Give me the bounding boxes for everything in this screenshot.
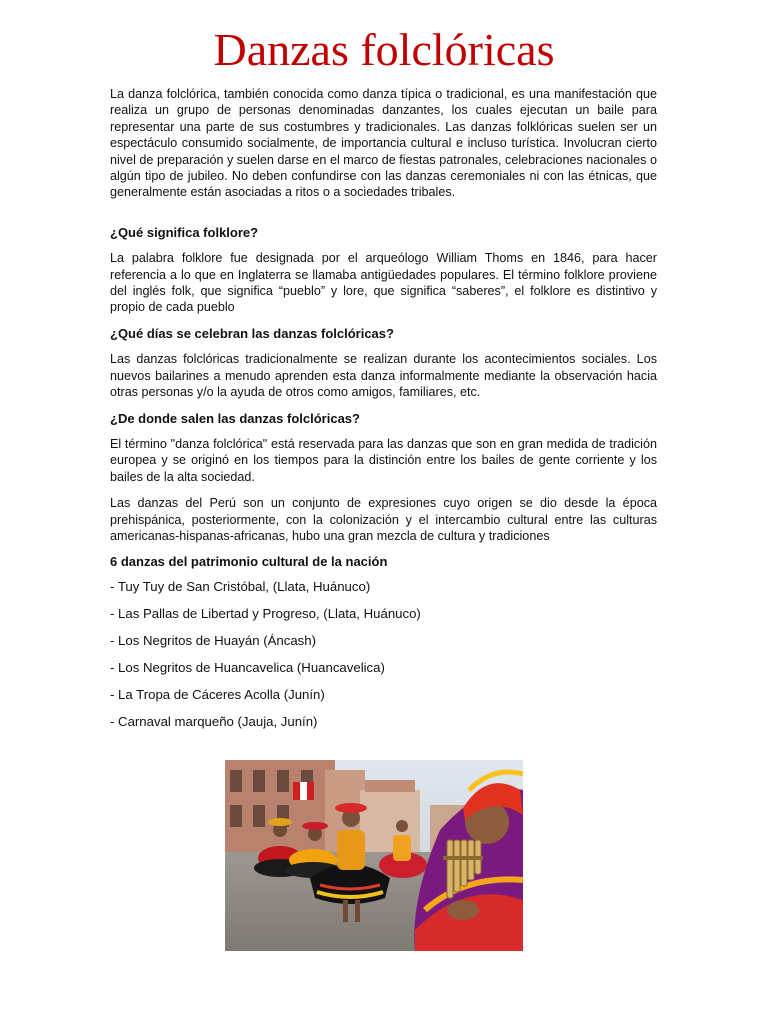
section-paragraph-folklore: La palabra folklore fue designada por el arqueólogo William Thoms en 1846, para hacer referencia a lo que en Inglaterra se llamaba antigüedades populares. El término folklore proviene del inglés folk, que significa “pueblo” y lore, que significa “saberes”, el folklore es distintivo y propio de cada pueblo — [110, 251, 657, 315]
page-title: Danzas folclóricas — [213, 24, 555, 75]
section-heading-origen: ¿De donde salen las danzas folclóricas? — [110, 410, 360, 426]
list-item: - La Tropa de Cáceres Acolla (Junín) — [110, 686, 325, 702]
document-body — [110, 86, 657, 741]
folk-dance-photo — [225, 760, 523, 951]
list-item: - Los Negritos de Huayán (Áncash) — [110, 632, 316, 648]
list-heading: 6 danzas del patrimonio cultural de la nación — [110, 554, 388, 570]
list-item: - Las Pallas de Libertad y Progreso, (Llata, Huánuco) — [110, 605, 421, 621]
section-heading-folklore: ¿Qué significa folklore? — [110, 224, 259, 240]
section-paragraph-origen-1: El término "danza folclórica" está reservada para las danzas que son en gran medida de tradición europea y se originó en los tiempos para la distinción entre los bailes de gente corriente y los bailes de la alta sociedad. — [110, 436, 657, 484]
list-item: - Los Negritos de Huancavelica (Huancavelica) — [110, 659, 385, 675]
intro-paragraph: La danza folclórica, también conocida como danza típica o tradicional, es una manifestación que realiza un grupo de personas denominadas danzantes, los cuales ejecutan un baile para representar una parte de sus costumbres y tradicionales. Las danzas folklóricas suelen ser un espectáculo consumido socialmente, de importancia cultural e incluso turística. Involucran cierto nivel de preparación y suelen darse en el marco de fiestas patronales, celebraciones nacionales o algún tipo de jubileo. No deben confundirse con las danzas ceremoniales ni con las étnicas, que generalmente están asociadas a ritos o a sociedades tribales. — [110, 87, 657, 200]
list-item: - Carnaval marqueño (Jauja, Junín) — [110, 713, 318, 729]
section-heading-dias: ¿Qué días se celebran las danzas folclóricas? — [110, 325, 394, 341]
section-paragraph-origen-2: Las danzas del Perú son un conjunto de expresiones cuyo origen se dio desde la época prehispánica, posteriormente, con la colonización y el intercambio cultural entre las culturas americanas-hispanas-africanas, hubo una gran mezcla de cultura y tradiciones — [110, 496, 657, 543]
section-paragraph-dias: Las danzas folclóricas tradicionalmente se realizan durante los acontecimientos sociales. Los nuevos bailarines a menudo aprenden esta danza informalmente mediante la observación hacia otras personas y/o la ayuda de otros como amigos, familiares, etc. — [110, 352, 657, 400]
list-item: - Tuy Tuy de San Cristóbal, (Llata, Huánuco) — [110, 578, 371, 594]
dance-list — [110, 579, 657, 730]
